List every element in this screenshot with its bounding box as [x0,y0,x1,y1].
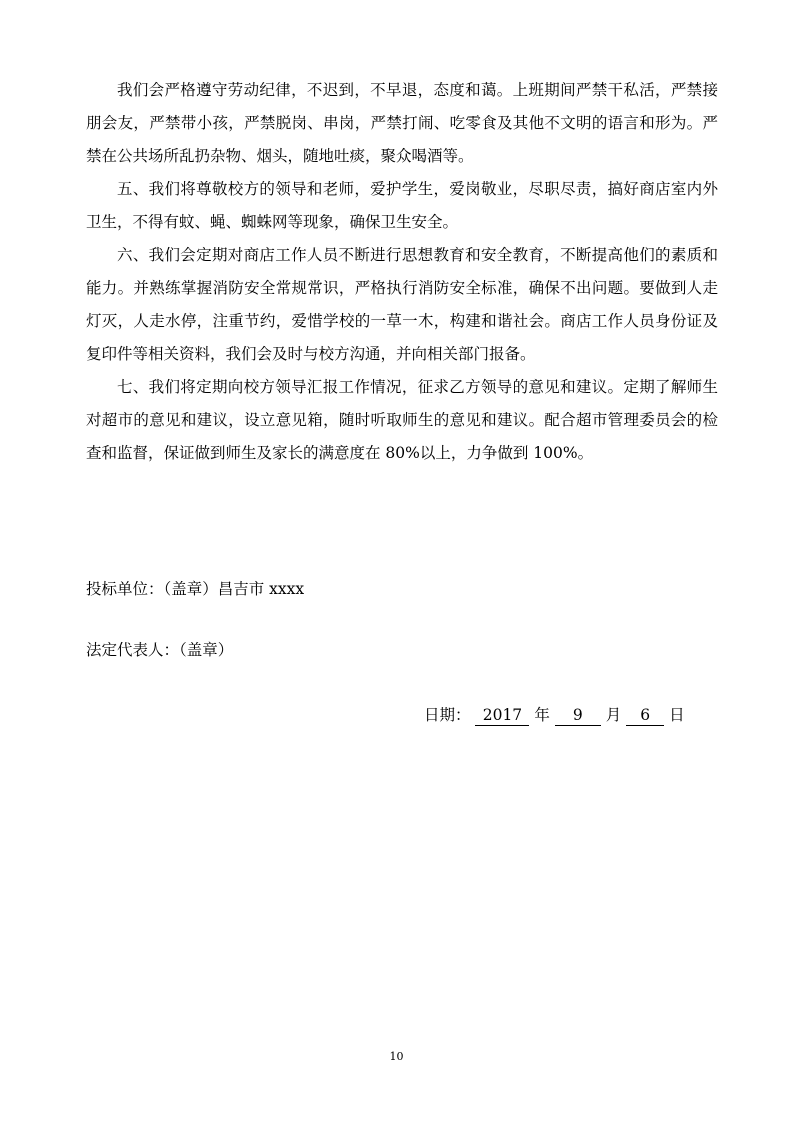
date-label: 日期： [424,706,471,724]
paragraph-labor-discipline: 我们会严格遵守劳动纪律，不迟到，不早退，态度和蔼。上班期间严禁干私活，严禁接朋会友，严禁带小孩，严禁脱岗、串岗，严禁打闹、吃零食及其他不文明的语言和形为。严禁在公共场所乱扔杂物、烟头，随地吐痰，聚众喝酒等。 [86,81,718,165]
date-day-unit: 日 [669,706,685,724]
page-number: 10 [389,1050,404,1063]
date-month-value: 9 [555,705,601,726]
body-text [86,74,718,470]
date-day-value: 6 [626,705,664,726]
paragraph-seven-reporting: 七、我们将定期向校方领导汇报工作情况，征求乙方领导的意见和建议。定期了解师生对超市的意见和建议，设立意见箱，随时听取师生的意见和建议。配合超市管理委员会的检查和监督，保证做到师生及家长的满意度在 80%以上，力争做到 100%。 [86,378,718,462]
legal-representative-line: 法定代表人：（盖章） [86,641,234,659]
bidder-unit-line: 投标单位：（盖章）昌吉市 xxxx [86,580,305,598]
date-year-unit: 年 [534,706,550,724]
date-year-value: 2017 [475,705,529,726]
date-month-unit: 月 [605,706,622,724]
date-line [424,704,685,726]
paragraph-six-education: 六、我们会定期对商店工作人员不断进行思想教育和安全教育，不断提高他们的素质和能力。并熟练掌握消防安全常规常识，严格执行消防安全标准，确保不出问题。要做到人走灯灭，人走水停，注重节约，爱惜学校的一草一木，构建和谐社会。商店工作人员身份证及复印件等相关资料，我们会及时与校方沟通，并向相关部门报备。 [86,246,718,363]
paragraph-five-hygiene: 五、我们将尊敬校方的领导和老师，爱护学生，爱岗敬业，尽职尽责，搞好商店室内外卫生，不得有蚊、蝇、蜘蛛网等现象，确保卫生安全。 [86,180,718,231]
